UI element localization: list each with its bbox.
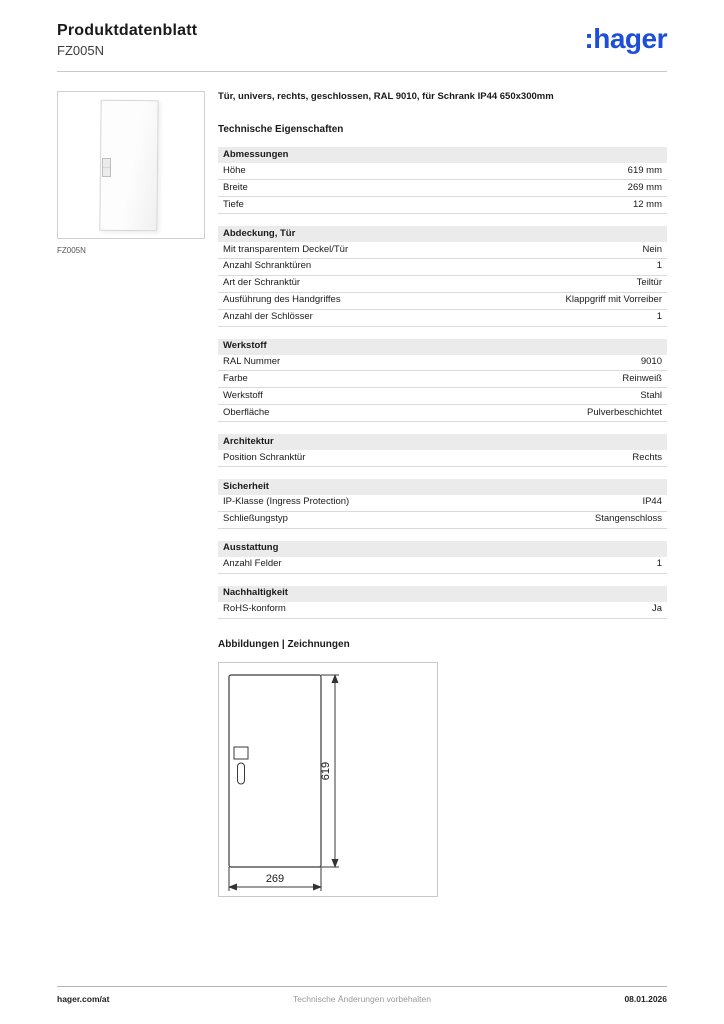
spec-label: Tiefe xyxy=(223,198,244,210)
spec-value: Rechts xyxy=(632,451,662,463)
spec-label: RAL Nummer xyxy=(223,356,281,368)
spec-section-title: Abmessungen xyxy=(218,147,667,163)
spec-row xyxy=(218,310,667,327)
height-dim-label: 619 xyxy=(320,761,332,780)
header-divider xyxy=(57,71,667,72)
spec-value: IP44 xyxy=(642,496,662,508)
spec-row xyxy=(218,276,667,293)
spec-value: 619 mm xyxy=(627,164,662,176)
spec-section xyxy=(218,541,667,574)
spec-label: Art der Schranktür xyxy=(223,277,301,289)
spec-label: RoHS-konform xyxy=(223,603,286,615)
spec-label: Mit transparentem Deckel/Tür xyxy=(223,243,349,255)
spec-value: Teiltür xyxy=(636,277,662,289)
spec-value: Stangenschloss xyxy=(594,513,662,525)
drawing-keyhole xyxy=(238,763,245,784)
product-photo xyxy=(57,91,205,239)
header xyxy=(57,22,667,58)
spec-section xyxy=(218,339,667,423)
spec-value: 269 mm xyxy=(627,181,662,193)
spec-value: Nein xyxy=(642,243,662,255)
spec-value: 12 mm xyxy=(632,198,662,210)
technical-drawing-box xyxy=(218,662,438,897)
spec-row xyxy=(218,388,667,405)
spec-row xyxy=(218,242,667,259)
spec-row xyxy=(218,355,667,372)
spec-label: Oberfläche xyxy=(223,406,270,418)
spec-section-title: Werkstoff xyxy=(218,339,667,355)
spec-section-title: Sicherheit xyxy=(218,479,667,495)
spec-section-title: Architektur xyxy=(218,434,667,450)
width-dim-label: 269 xyxy=(265,872,285,885)
spec-section xyxy=(218,479,667,529)
spec-label: IP-Klasse (Ingress Protection) xyxy=(223,496,350,508)
spec-section xyxy=(218,586,667,619)
header-titles xyxy=(57,22,197,58)
spec-label: Anzahl der Schlösser xyxy=(223,311,313,323)
spec-sections xyxy=(218,147,667,618)
spec-label: Werkstoff xyxy=(223,389,263,401)
spec-section-title: Nachhaltigkeit xyxy=(218,586,667,602)
tech-properties-title: Technische Eigenschaften xyxy=(218,124,344,136)
spec-row xyxy=(218,371,667,388)
product-image-column xyxy=(57,91,205,897)
spec-label: Höhe xyxy=(223,164,246,176)
spec-value: 9010 xyxy=(640,356,662,368)
spec-value: 1 xyxy=(656,311,662,323)
spec-label: Schließungstyp xyxy=(223,513,288,525)
spec-row xyxy=(218,180,667,197)
spec-label: Breite xyxy=(223,181,248,193)
spec-section-title: Abdeckung, Tür xyxy=(218,226,667,242)
door-photo-handle xyxy=(102,158,111,177)
spec-label: Farbe xyxy=(223,372,248,384)
main-content xyxy=(57,91,667,897)
hager-logo: :hager xyxy=(584,23,667,54)
footer-site-link[interactable]: hager.com/at xyxy=(57,994,110,1004)
spec-section-title: Ausstattung xyxy=(218,541,667,557)
spec-section xyxy=(218,434,667,467)
drawing-door-handle xyxy=(234,747,248,759)
footer-notice: Technische Änderungen vorbehalten xyxy=(293,994,431,1004)
spec-column xyxy=(218,91,667,897)
spec-value: Reinweiß xyxy=(622,372,662,384)
spec-value: Stahl xyxy=(640,389,662,401)
spec-label: Position Schranktür xyxy=(223,451,306,463)
technical-drawing xyxy=(219,663,439,898)
spec-row xyxy=(218,293,667,310)
product-description: Tür, univers, rechts, geschlossen, RAL 9010, für Schrank IP44 650x300mm xyxy=(218,91,554,102)
spec-row xyxy=(218,557,667,574)
spec-row xyxy=(218,450,667,467)
spec-value: 1 xyxy=(656,260,662,272)
product-image-caption: FZ005N xyxy=(57,246,86,255)
spec-label: Anzahl Schranktüren xyxy=(223,260,312,272)
spec-value: Pulverbeschichtet xyxy=(587,406,662,418)
spec-value: Klappgriff mit Vorreiber xyxy=(565,294,662,306)
spec-row xyxy=(218,602,667,619)
spec-row xyxy=(218,495,667,512)
drawings-title: Abbildungen | Zeichnungen xyxy=(218,638,350,650)
spec-label: Ausführung des Handgriffes xyxy=(223,294,341,306)
spec-section xyxy=(218,226,667,327)
spec-row xyxy=(218,405,667,422)
spec-label: Anzahl Felder xyxy=(223,558,282,570)
product-code: FZ005N xyxy=(57,43,104,58)
spec-row xyxy=(218,197,667,214)
spec-section xyxy=(218,147,667,214)
spec-value: Ja xyxy=(651,603,662,615)
spec-row xyxy=(218,512,667,529)
page-title: Produktdatenblatt xyxy=(57,22,198,39)
spec-row xyxy=(218,259,667,276)
spec-value: 1 xyxy=(656,558,662,570)
spec-row xyxy=(218,163,667,180)
footer xyxy=(57,986,667,1004)
footer-date: 08.01.2026 xyxy=(624,994,667,1004)
